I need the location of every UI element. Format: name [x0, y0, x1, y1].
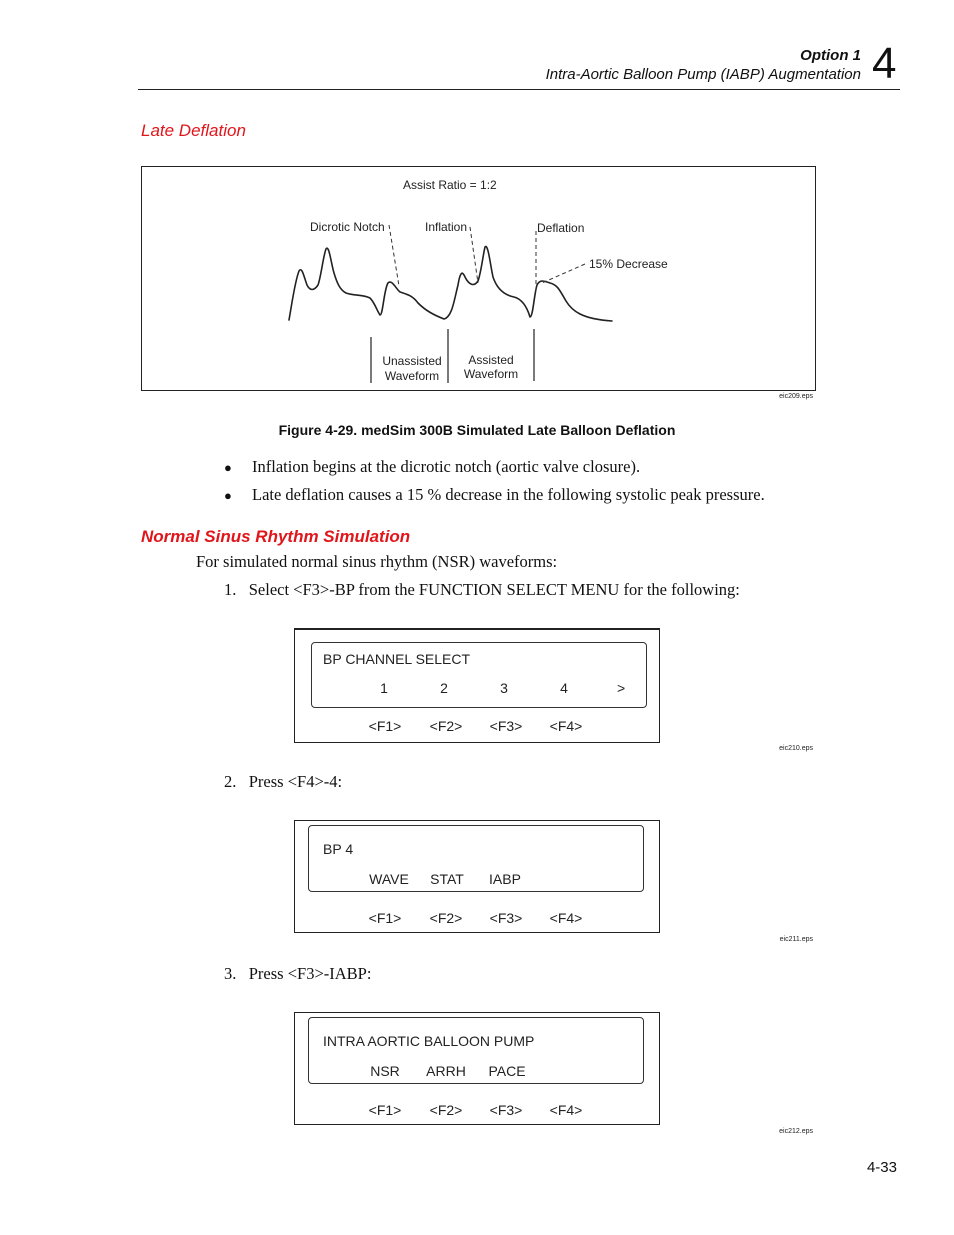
f4-key-label: <F4>	[549, 1102, 583, 1118]
page-number: 4-33	[866, 1159, 897, 1176]
screen-title: BP CHANNEL SELECT	[323, 651, 471, 667]
lcd-display	[308, 825, 644, 892]
header-rule	[138, 89, 900, 90]
option-iabp: IABP	[489, 871, 521, 887]
dicrotic-notch-label: Dicrotic Notch	[310, 220, 385, 234]
decrease-pointer	[542, 264, 585, 283]
screen-filename: eic211.eps	[779, 936, 813, 943]
bullet-text: Inflation begins at the dicrotic notch (aortic valve closure).	[252, 457, 641, 476]
f1-key-label: <F1>	[368, 910, 402, 926]
unassisted-label-1: Unassisted	[382, 354, 442, 368]
bullet-dot: ●	[224, 460, 232, 475]
option-arrh: ARRH	[426, 1063, 466, 1079]
f2-key-label: <F2>	[429, 1102, 463, 1118]
option-nsr: NSR	[370, 1063, 400, 1079]
option-pace: PACE	[488, 1063, 526, 1079]
screen-filename: eic210.eps	[779, 745, 813, 752]
f2-key-label: <F2>	[429, 718, 463, 734]
option-3: 3	[500, 680, 508, 696]
f1-key-label: <F1>	[368, 718, 402, 734]
figure-caption: Figure 4-29. medSim 300B Simulated Late Balloon Deflation	[278, 422, 676, 438]
header-subtitle: Intra-Aortic Balloon Pump (IABP) Augmentation	[545, 66, 861, 83]
step-2: 2. Press <F4>-4:	[224, 772, 343, 791]
screen-filename: eic212.eps	[779, 1128, 813, 1135]
option-wave: WAVE	[369, 871, 409, 887]
f1-key-label: <F1>	[368, 1102, 402, 1118]
deflation-label: Deflation	[537, 221, 585, 235]
f3-key-label: <F3>	[489, 1102, 523, 1118]
nsr-heading: Normal Sinus Rhythm Simulation	[141, 527, 411, 546]
unassisted-label-2: Waveform	[384, 369, 440, 383]
figure-filename: eic209.eps	[779, 393, 813, 400]
more-arrow-icon: >	[617, 680, 626, 696]
chapter-number: 4	[872, 39, 897, 88]
assisted-label-2: Waveform	[463, 367, 519, 381]
assist-ratio-label: Assist Ratio = 1:2	[403, 178, 497, 192]
f2-key-label: <F2>	[429, 910, 463, 926]
lcd-display	[308, 1017, 644, 1084]
dicrotic-notch-pointer	[389, 225, 399, 286]
pressure-waveform	[289, 246, 612, 321]
f3-key-label: <F3>	[489, 910, 523, 926]
lcd-screen-bp-channel	[294, 628, 660, 743]
f4-key-label: <F4>	[549, 910, 583, 926]
header-title: Option 1	[800, 47, 861, 64]
bullet-dot: ●	[224, 488, 232, 503]
option-1: 1	[380, 680, 388, 696]
decrease-label: 15% Decrease	[589, 257, 668, 271]
inflation-label: Inflation	[425, 220, 468, 234]
option-4: 4	[560, 680, 568, 696]
waveform-figure	[141, 166, 816, 391]
option-stat: STAT	[430, 871, 464, 887]
nsr-intro: For simulated normal sinus rhythm (NSR) waveforms:	[196, 552, 558, 571]
lcd-screen-iabp	[294, 1012, 660, 1125]
inflation-pointer	[470, 227, 478, 283]
screen-title: INTRA AORTIC BALLOON PUMP	[323, 1033, 535, 1049]
late-deflation-heading: Late Deflation	[141, 121, 246, 140]
step-3: 3. Press <F3>-IABP:	[224, 964, 372, 983]
option-2: 2	[440, 680, 448, 696]
lcd-screen-bp4	[294, 820, 660, 933]
f3-key-label: <F3>	[489, 718, 523, 734]
screen-title: BP 4	[323, 841, 354, 857]
lcd-display	[311, 642, 647, 708]
step-1: 1. Select <F3>-BP from the FUNCTION SELECT MENU for the following:	[224, 580, 740, 599]
f4-key-label: <F4>	[549, 718, 583, 734]
bullet-text: Late deflation causes a 15 % decrease in the following systolic peak pressure.	[252, 485, 765, 504]
assisted-label-1: Assisted	[468, 353, 514, 367]
